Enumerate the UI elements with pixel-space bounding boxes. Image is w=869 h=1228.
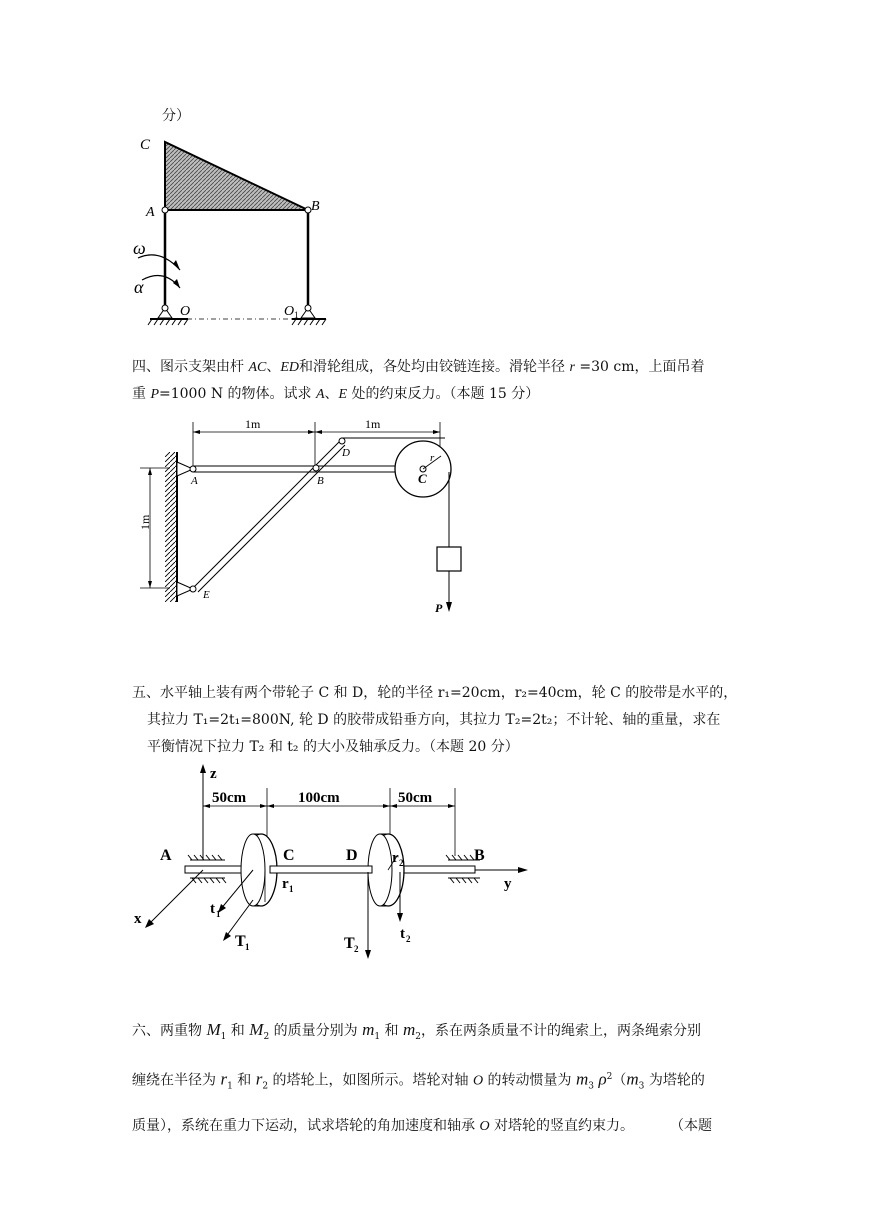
axis-x: x — [134, 911, 142, 927]
figure-2-bracket — [135, 412, 475, 622]
label-T2: T — [344, 935, 355, 952]
axis-z: z — [210, 766, 217, 782]
label-A: A — [146, 205, 155, 220]
q4-line-1: 四、图示支架由杆 AC、ED和滑轮组成，各处均由铰链连接。滑轮半径 r =30 cm，上面吊着 — [132, 359, 705, 375]
axis-y: y — [504, 876, 512, 892]
label-r2-sub: 2 — [399, 858, 404, 868]
label-C: C — [283, 847, 295, 864]
label-r1-sub: 1 — [289, 884, 294, 894]
dim-ae-label: 1m — [138, 514, 152, 530]
q6-line-1: 六、两重物 $M_1$ 和 $M_2$ 的质量分别为 $m_1$ 和 $m_2$，系在两条质量不计的绳索上，两条绳索分别 — [132, 1020, 702, 1042]
figure-3-shaft — [130, 760, 530, 965]
label-C: C — [140, 137, 151, 153]
label-T1: T — [235, 933, 246, 950]
label-B: B — [311, 199, 320, 214]
fig2-label-A: A — [191, 475, 198, 487]
label-O1: O — [284, 304, 295, 319]
label-D: D — [346, 847, 358, 864]
q5-line-1: 五、水平轴上装有两个带轮子 C 和 D，轮的半径 r₁=20cm，r₂=40cm，轮 C 的胶带是水平的， — [132, 685, 738, 701]
label-r1: r — [282, 876, 289, 892]
q4-line-2: 重 P=1000 N 的物体。试求 A、E 处的约束反力。（本题 15 分） — [132, 386, 540, 402]
fig2-label-E: E — [203, 589, 210, 601]
dim-ab-label: 1m — [245, 417, 261, 431]
q5-line-3: 平衡情况下拉力 T₂ 和 t₂ 的大小及轴承反力。（本题 20 分） — [147, 739, 519, 755]
label-r2: r — [392, 850, 399, 866]
question-6-text — [132, 1010, 742, 1147]
fig2-label-B: B — [317, 475, 324, 487]
q5-line-2: 其拉力 T₁=2t₁=800N, 轮 D 的胶带成铅垂方向，其拉力 T₂=2t₂；不计轮、轴的重量，求在 — [147, 712, 721, 728]
label-A: A — [160, 847, 172, 864]
label-O1-sub: 1 — [294, 310, 299, 320]
triangle-plate — [165, 142, 308, 210]
label-t2: t — [400, 926, 405, 942]
label-T1-sub: 1 — [245, 942, 250, 952]
question-5-text — [132, 680, 742, 761]
label-t1-sub: 1 — [216, 909, 221, 919]
fig2-label-D: D — [342, 447, 350, 459]
label-alpha: α — [134, 277, 144, 297]
label-T2-sub: 2 — [354, 944, 359, 954]
figure-1-linkage — [130, 130, 330, 330]
dim-2: 100cm — [298, 790, 340, 806]
label-t1: t — [210, 901, 215, 917]
fig2-label-P: P — [435, 601, 443, 615]
q6-line-3: 质量），系统在重力下运动，试求塔轮的角加速度和轴承 O 对塔轮的竖直约束力。 （本题 — [132, 1118, 713, 1135]
dim-3: 50cm — [398, 790, 433, 806]
label-omega: ω — [133, 238, 146, 258]
label-t2-sub: 2 — [406, 934, 411, 944]
question-4-text — [132, 354, 742, 408]
label-O: O — [180, 304, 191, 319]
label-B: B — [474, 847, 485, 864]
fig2-label-r: r — [430, 452, 435, 464]
dim-1: 50cm — [212, 790, 247, 806]
q6-line-2: 缠绕在半径为 $r_1$ 和 $r_2$ 的塔轮上，如图所示。塔轮对轴 O 的转动惯量为 $m_3$ $\rho^2(m_3$ 为塔轮的 — [132, 1069, 705, 1092]
fig2-label-C: C — [418, 471, 427, 486]
dim-bc-label: 1m — [365, 417, 381, 431]
q3-tail-text: 分） — [162, 108, 190, 124]
